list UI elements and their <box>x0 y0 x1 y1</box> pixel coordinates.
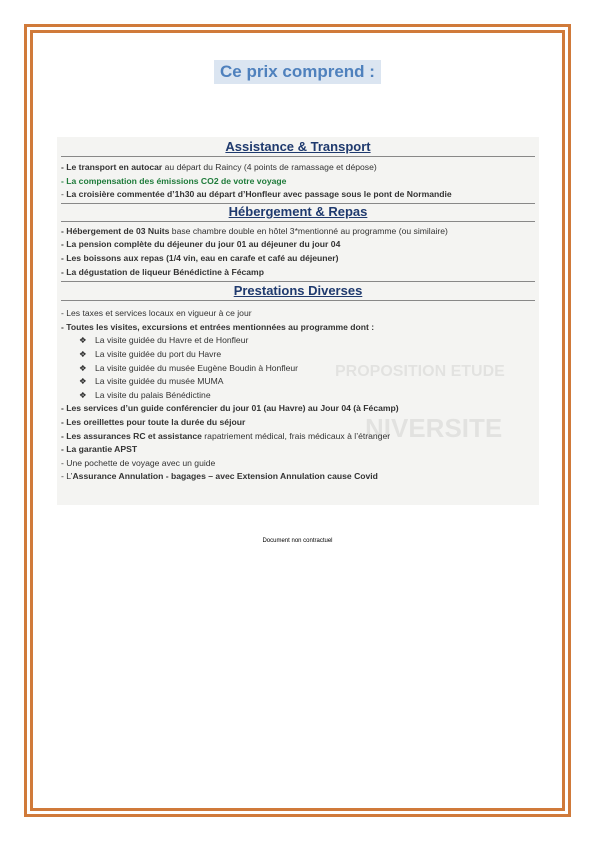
heading-prestations-diverses: Prestations Diverses <box>233 283 363 299</box>
list-item: - La compensation des émissions CO2 de votre voyage <box>61 175 287 186</box>
sub-list-item: ❖ La visite du palais Bénédictine <box>57 389 539 403</box>
list-item: - Hébergement de 03 Nuits base chambre double en hôtel 3*mentionné au programme (ou similaire) <box>61 225 448 236</box>
diamond-bullet-icon: ❖ <box>79 376 87 387</box>
sub-list-item: ❖ La visite guidée du port du Havre <box>57 348 539 362</box>
title-wrap <box>0 60 595 84</box>
watermark-proposition: PROPOSITION ETUDE <box>335 363 505 380</box>
page-title: Ce prix comprend : <box>214 60 381 84</box>
scanned-price-sheet <box>57 137 539 505</box>
list-item: - La dégustation de liqueur Bénédictine à Fécamp <box>61 266 264 277</box>
sub-list-item: ❖ La visite guidée du musée Eugène Boudin à Honfleur <box>57 362 539 376</box>
list-item: - Les boissons aux repas (1/4 vin, eau en carafe et café au déjeuner) <box>61 252 339 263</box>
diamond-bullet-icon: ❖ <box>79 335 87 346</box>
scan-content <box>57 137 539 484</box>
list-item: - Le transport en autocar au départ du Raincy (4 points de ramassage et dépose) <box>61 162 377 172</box>
list-item: - Les services d’un guide conférencier du jour 01 (au Havre) au Jour 04 (à Fécamp) <box>61 403 399 414</box>
list-item: - La garantie APST <box>61 444 138 455</box>
watermark-universite: NIVERSITE <box>365 413 503 443</box>
sub-list-item: ❖ La visite guidée du musée MUMA <box>57 375 539 389</box>
list-item: - Toutes les visites, excursions et entrées mentionnées au programme dont : <box>61 321 375 332</box>
heading-hebergement-repas: Hébergement & Repas <box>228 203 368 219</box>
diamond-bullet-icon: ❖ <box>79 362 87 373</box>
sub-list-item: ❖ La visite guidée du Havre et de Honfleur <box>57 334 539 348</box>
list-item: - L’Assurance Annulation - bagages – avec Extension Annulation cause Covid <box>61 471 378 482</box>
heading-assistance-transport: Assistance & Transport <box>225 139 371 154</box>
list-item: - Une pochette de voyage avec un guide <box>61 457 216 468</box>
list-item: - La croisière commentée d’1h30 au départ d’Honfleur avec passage sous le pont de Normandie <box>61 189 452 200</box>
list-item: - Les oreillettes pour toute la durée du séjour <box>61 416 246 427</box>
diamond-bullet-icon: ❖ <box>79 389 87 400</box>
list-item: - La pension complète du déjeuner du jour 01 au déjeuner du jour 04 <box>61 239 341 250</box>
list-item: - Les assurances RC et assistance rapatriement médical, frais médicaux à l’étranger <box>61 430 391 441</box>
footer-note: Document non contractuel <box>262 538 333 544</box>
diamond-bullet-icon: ❖ <box>79 348 87 359</box>
section-rule <box>61 221 535 222</box>
section-rule <box>61 300 535 301</box>
section-rule <box>61 156 535 157</box>
list-item: - Les taxes et services locaux en vigueur à ce jour <box>61 308 252 319</box>
